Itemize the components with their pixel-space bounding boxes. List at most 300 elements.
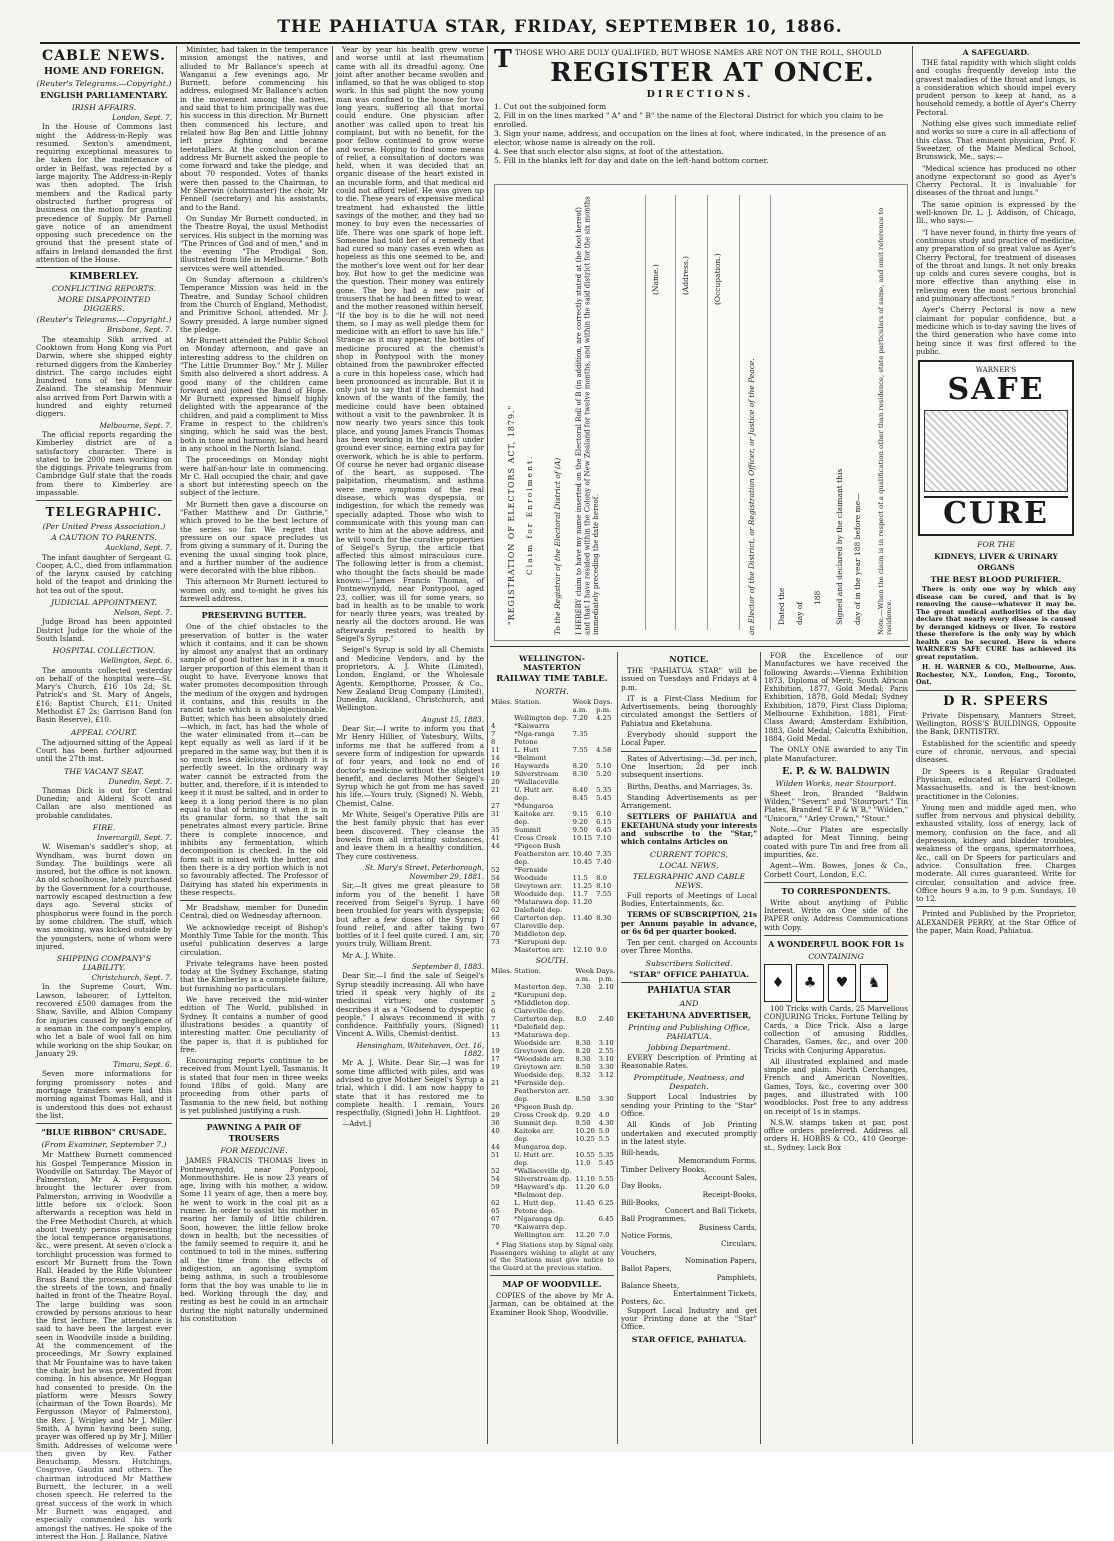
timetable-cell: Featherston arr. (514, 850, 570, 858)
timetable-row (490, 1215, 616, 1223)
register-notice (490, 46, 910, 647)
advert-text: All illustrated explained and made simple and plain. North Cerchanges, French and American Novelties, Games, Toys, &c., covering over 300 pages, and illustrated with 100 woodblocks. Post free to any address on receipt of 1s in stamps. (764, 1056, 908, 1116)
advert-text: Established for the scientific and speedy cure of chronic, nervous, and special diseases. (916, 738, 1076, 765)
map-heading: MAP OF WOODVILLE. (502, 1279, 602, 1289)
dateline: August 15, 1883. (421, 714, 484, 724)
timetable-cell: *Nga-ranga (514, 730, 555, 738)
timetable-cell (572, 906, 596, 914)
butter-heading: PRESERVING BUTTER. (201, 610, 307, 621)
baldwin-heading: E. P. & W. BALDWIN (782, 765, 890, 777)
timetable-cell: Featherston arr. (513, 1087, 570, 1095)
list-item: Bill-Books, (621, 1197, 660, 1207)
notice-text: TERMS OF SUBSCRIPTION, 21s per Annum payable in advance, or 6s 6d per quarter booked. (621, 910, 757, 936)
timetable-cell: 5.35 (598, 1151, 614, 1159)
timetable-cell: 31 (491, 810, 500, 818)
list-item: Ballot Papers, (621, 1264, 672, 1274)
article-paragraph: The infant daughter of Sergeant G. Cooper, A.C., died from inflammation of the larynx caused by catching hold of the teapot and drinking the hot tea out of the spout. (36, 552, 172, 595)
timetable-cell: *Fernside dep. (513, 1079, 565, 1087)
list-item: Day Books, (621, 1181, 662, 1191)
notice-text: Support Local Industry and get your Printing done at the "Star" Office. (621, 1305, 757, 1332)
dateline: Melbourne, Sept. 7. (99, 420, 172, 430)
timetable-cell: 9.0 (596, 946, 607, 954)
timetable-cell (574, 1191, 597, 1199)
timetable-row (490, 1183, 616, 1191)
form-dayof: day of (795, 601, 804, 625)
column-2 (180, 46, 328, 1444)
timetable-cell (595, 754, 614, 762)
divider (180, 900, 328, 901)
timetable-cell (490, 983, 513, 991)
timetable-subtitle: RAILWAY TIME TABLE. (496, 674, 608, 684)
timetable-cell: 7.20 (572, 714, 588, 722)
timetable-cell: *Hayward's dp. (513, 1183, 568, 1191)
timetable-cell: 6.45 (596, 826, 612, 834)
timetable-cell: 6.0 (598, 1183, 610, 1191)
timetable-cell: Wellington dep. (514, 714, 569, 722)
direction-step: 2. Fill in on the lines marked " A" and " B" the name of the Electoral District for which you claim to be enrolled. (494, 111, 884, 129)
timetable-cell: 10.25 (575, 1135, 595, 1143)
article-paragraph: The steamship Sikh arrived at Cooktown from Hong Kong via Port Darwin, where she shipped eighty returned diggers from the Kimberley district. The cargo includes eight hundred tons of tea for New Zealand. The steamship Menmuir also arrived from Port Darwin with a hundred and eighty returned diggers. (36, 334, 172, 419)
subheading: MORE DISAPPOINTED DIGGERS. (57, 295, 151, 314)
timetable-cell (490, 1135, 513, 1143)
list-item: Entertainment Tickets, (672, 1289, 757, 1299)
subheading: JUDICIAL APPOINTMENT. (50, 598, 157, 608)
article-paragraph: Dear Sir,—I write to inform you that Mr Henry Hillier, of Yatesbury, Wilts, informs me that he suffered from a severe form of indigestion for upwards of four years, and took no end of doctor's medicine without the slightest benefit, and declares Mother Seigel's Syrup which he got from me has saved his life.—Yours truly, (Signed) N. Webb, Chemist, Calne. (336, 724, 484, 808)
article-paragraph: Dear Sir,—I find the sale of Seigel's Syrup steadily increasing. All who have tried it speak very highly of its medicinal virtues; one customer describes it as a "Godsend to dyspeptic people." I always recommend it with confidence. Faithfully yours, (Signed) Vincent A. Wills, Chemist-dentist. (336, 971, 484, 1039)
advert-text: There is only one way by which any disease can be cured, and that is by removing the cause—whatever it may be. The great medical authorities of the day declare that nearly every disease is caused by deranged kidneys or liver. To restore these therefore is the only way by which health can be secured. Here is where WARNER'S SAFE CURE has achieved its great reputation. (916, 585, 1076, 661)
south-table: Miles. Station. Week Days. a.m. p.m. Masterton dep. 7.30 2.10 2 *Kurupuni dep. 5 *Middleton dep. 6 Clareville dep. 7 Carterton dep. 8.0 2.40 11 *Dalefield dep. 13 *Matarawa dep. Woodside arr. 8.30 3.10 19 Greytown dep. 8.20 2.55 17 *Woodside arr. 8.30 3.10 19 Greytown arr. 8.50 3.30 Woodside dep. 8.32 3.12 21 *Fernside dep. Featherston arr. dep. 8.50 3.30 26 *Pigeon Bush dp. 29 Cross Creek dp. 9.20 4.0 36 Summit dep. 9.50 4.30 40 Kaitoke arr. 10.20 5.0 dep. 10.25 5.5 44 Mungaroa dep. 51 U. Hutt arr. 10.55 5.35 dep. 11.0 5.45 52 *Wallaceville dp. 54 Silverstream dp. 11.10 5.55 59 *Hayward's dp. 11.20 6.0 *Belmont dep. 62 L. Hutt dep. 11.45 6.25 65 Petone dep. 67 *Ngaranga dp. 6.45 70 *Kaiwarra dep. Wellington arr. 12.20 7.0 (491, 967, 616, 1239)
timetable-cell: 67 (491, 1215, 500, 1223)
timetable-cell: 5.45 (598, 1159, 614, 1167)
notice-text: Support Local Industries by sending your Printing to the "Star" Office. (621, 1092, 757, 1118)
form-to: To the Registrar of the Electoral District of (A) (553, 457, 562, 635)
timetable-cell: 9.50 (575, 1119, 591, 1127)
timetable-row (490, 1103, 616, 1111)
timetable-cell: 9.50 (572, 826, 588, 834)
timetable-cell: 58 (491, 890, 500, 898)
timetable-cell (490, 1231, 513, 1239)
timetable-cell: 70 (491, 1223, 500, 1231)
article-paragraph: Seven more informations for forging promissory notes and mortgage transfers were laid this morning against Thomas Hall, and it is understood this does not exhaust the list. (36, 1069, 172, 1120)
kimberley-heading: KIMBERLEY. (69, 271, 139, 283)
article-paragraph: The amounts collected yesterday on behalf of the hospital were—St. Mary's Church, £16 10s 2d; St. Patrick's and St. Mary of Angels, £16; Baptist Church, £11; United Methodist £7 2s; Garrison Band (on Basin Reserve), £10. (36, 665, 172, 725)
advert-line: Wilden Works, near Stourport. (775, 778, 897, 788)
form-hereby: I HEREBY claim to have my name inserted on the Electoral Roll of B (in addition, are correctly stated at the foot hereof) and that I have resided within the Colony of New Zealand for twelve months, and within the said district for the six months immediately preceding the date hereof. (575, 196, 600, 635)
advert-text: The ONLY ONE awarded to any Tin plate Manufacturer. (764, 745, 908, 763)
timetable-cell (490, 1071, 513, 1079)
credit: (From Examiner, September 7.) (41, 1140, 167, 1150)
timetable-cell (490, 1191, 513, 1199)
timetable-cell: 4.25 (596, 714, 612, 722)
timetable-row (490, 1039, 616, 1047)
divider (180, 606, 328, 607)
article-paragraph: On Sunday afternoon a children's Temperance Mission was held in the Theatre, and Sunday School children from the Church of England, Methodist, and Primitive School, attended. Mr J. Sowry presided. A large number signed the pledge. (180, 275, 328, 334)
article-paragraph: Mr Burnett attended the Public School on Monday afternoon, and gave an interesting address to the children on "The Little Drummer Boy." Mr J. Miller Smith also delivered a short address. A good many of the children came forward and joined the Band of Hope. Mr Burnett expressed himself highly delighted with the appearance of the children, and paid a compliment to Miss Frame in respect to the children's singing, which he said was the best, both in tone and harmony, he had heard in any school in the North Island. (180, 336, 328, 453)
timetable-cell: 7 (491, 730, 496, 738)
form-note: Note.—When the claim is in respect of a qualification other than residence, state particulars of same, and omit reference to residence. (877, 207, 893, 635)
direction-step: 5. Fill in the blanks left for day and date on the left-hand bottom corner. (494, 156, 769, 165)
timetable-cell: 19 (491, 1047, 500, 1055)
timetable-row (490, 1231, 616, 1239)
article-paragraph: Mr Matthew Burnett commenced his Gospel Temperance Mission in Woodville on Saturday. The Mayor of Palmerston, Mr A. Fergusson, brought the lecturer over from Palmerston, arriving in Woodville a little before six o'clock. Soon afterwards a reception was held in the Free Methodist Church, at which about twenty persons representing the local temperance organisations, &c., were present. At seven o'clock a torchlight procession was formed to escort Mr Burnett from the Town Hall. Headed by the Rifle Volunteer Brass Band the procession paraded the streets of the town, and finally halted in front of the Theatre Royal. The large building was soon crowded by persons anxious to hear the first lecture. The attendance is said to have been the largest ever seen in Woodville inside a building. At the commencement of the proceedings, Mr Sowry explained that Mr Fountaine was to have taken the chair, but he was prevented from coming. In his absence, Mr Hoggan had consented to preside. On the platform were Messrs Sowry (chairman of the Town Boards), Mr Fergusson (Mayor of Palmerston), the Rev. J. Wrigley and Mr J. Miller Smith. A hymn having been sung, prayer was offered up by Mr J. Miller Smith. Addresses of welcome were then given by Rev. Father Beauchamp, Messrs. Hutchings, Cosgrove, Gaudin and others. The chairman introduced Mr Matthew Burnett, the lecturer, in a well chosen speech. He referred to the great success of the work in which Mr Burnett was engaged, and especially commended his work amongst the natives. He spoke of the interest the Hon. J. Ballance, Native (36, 1150, 172, 1541)
timetable-row (490, 1191, 616, 1199)
timetable-cell: Summit (514, 826, 542, 834)
column-1 (36, 46, 172, 1541)
timetable-cell: Dalefield dep. (514, 906, 563, 914)
timetable-cell: Clareville dep. (514, 922, 565, 930)
timetable-cell: 54 (491, 1175, 500, 1183)
notice-text: Rates of Advertising:—3d. per inch, One Insertion; 2d per inch subsequent insertions. (621, 753, 757, 780)
telegraphic-heading: TELEGRAPHIC. (45, 505, 163, 520)
timetable-cell: Silverstream (514, 770, 559, 778)
timetable-row (490, 1159, 616, 1167)
timetable-cell: 7.40 (596, 858, 612, 866)
timetable-row (490, 1007, 616, 1015)
advert-text: THE fatal rapidity with which slight colds and coughs frequently develop into the gravest maladies of the throat and lungs, is a consideration which should impel every prudent person to keep at hand, as a household remedy, a bottle of Ayer's Cherry Pectoral. (916, 58, 1076, 117)
column-rule (760, 652, 761, 1444)
article-paragraph: W. Wiseman's saddler's shop, at Wyndham, was burnt down on Sunday. The buildings were all insured, but the office is not known. An old schoolhouse, lately purchased by the Government for a courthouse, narrowly escaped destruction a few days ago. Several sticks of phosphorus were found in the porch by some children. The stuff, which was smoking, was kicked outside by the youngsters, none of whom were injured. (36, 842, 172, 951)
timetable-row (490, 1135, 616, 1143)
timetable-cell: Woodside dep. (513, 1071, 565, 1079)
article-paragraph: Seigel's Syrup is sold by all Chemists and Medicine Vendors, and by the proprietors, A. J. White (Limited), London, England, or the Wholesale Agents, Kempthorne, Prosser, & Co., New Zealand Drug Company (Limited), Dunedin, Auckland, Christchurch, and Wellington. (336, 645, 484, 713)
timetable-cell: 7.0 (598, 1231, 610, 1239)
timetable-row (490, 778, 614, 786)
timetable-row (490, 1143, 616, 1151)
direction-step: 4. See that such elector also signs, at foot of the attestation. (494, 147, 724, 156)
notice-text: Standing Advertisements as per Arrangement. (621, 792, 757, 811)
subheading: FOR MEDICINE. (220, 1146, 288, 1156)
timetable-cell: 21 (491, 786, 500, 794)
timetable-cell: 7.55 (572, 746, 588, 754)
timetable-footnote: * Flag Stations stop by Signal only. Passengers wishing to alight at any of the Stations must give notice to the Guard at the previous station. (490, 1241, 614, 1272)
subheading: HOSPITAL COLLECTION. (52, 646, 156, 656)
timetable-row (490, 999, 616, 1007)
timetable-cell: Middleton dep. (514, 930, 567, 938)
timetable-cell (598, 991, 617, 999)
advert-text: N.S.W. stamps taken at par, post office orders preferred. Address all orders H. HOBBS & CO., 410 George-st., Sydney. Lock Box (764, 1117, 908, 1152)
timetable-row (490, 1151, 616, 1159)
timetable-cell (572, 754, 596, 762)
column-rule (912, 46, 913, 1444)
article-paragraph: This afternoon Mr Burnett lectured to women only, and to-night he gives his farewell address. (180, 577, 328, 603)
article-paragraph: Mr Bradshaw, member for Dunedin Central, died on Wednesday afternoon. (180, 903, 328, 921)
timetable-cell: Woodside dep. (514, 890, 565, 898)
irish-affairs-heading: IRISH AFFAIRS. (71, 103, 137, 112)
timetable-cell: 2.55 (598, 1047, 614, 1055)
timetable-cell: 19 (491, 770, 500, 778)
timetable-row (490, 810, 614, 818)
subheading: A CAUTION TO PARENTS. (51, 533, 157, 543)
list-item: Balance Sheets, (621, 1280, 680, 1290)
timetable-cell (574, 991, 597, 999)
register-directions (494, 102, 910, 165)
timetable-row (490, 834, 614, 842)
timetable-cell (574, 1223, 597, 1231)
timetable-cell: Woodside arr. (513, 1039, 562, 1047)
timetable-cell: 11.5 (572, 874, 588, 882)
timetable-row (490, 890, 614, 898)
notice-text: Full reports of Meetings of Local Bodies, Entertainments, &c. (621, 890, 757, 908)
column-rule (332, 46, 333, 1444)
article-paragraph: JAMES FRANCIS THOMAS lives in Pontnewynydd, near Pontypool, Monmouthshire. He is now 23 years of age, living with his mother, a widow. Some 11 years of age, then a mere boy, he went to work in the coal pit as a runner. In order to assist his mother in rearing her family of little children. Soon, however, the little fellow broke down in health, but the necessities of the family seemed to require it, and he continued to toil in the mines, suffering all the time from the effects of indigestion, an agonising symptom being asthma, in such a troublesome form that the boy was unable to lie in bed. Working through the day, and resting as best he could in an armchair during the night naturally undermined his constitution (180, 1156, 328, 1323)
credit: (Per United Press Association.) (42, 522, 166, 532)
timetable-cell: 8.30 (572, 770, 588, 778)
list-item: Memorandum Forms, (678, 1156, 757, 1166)
timetable-row (490, 730, 614, 738)
book-heading: A WONDERFUL BOOK FOR 1s (768, 939, 904, 950)
timetable-cell: 2 (491, 991, 496, 999)
imprint: Printed and Published by the Proprietor, ALEXANDER PERRY, at the Star Office of the paper, Main Road, Pahiatua. (916, 909, 1076, 936)
timetable-cell (574, 1087, 597, 1095)
article-paragraph: Judge Broad has been appointed District Judge for the whole of the South Island. (36, 617, 172, 643)
timetable-cell (574, 1007, 597, 1015)
timetable-cell: 6.10 (596, 810, 612, 818)
advert-text: The same opinion is expressed by the well-known Dr. L. J. Addison, of Chicago, Ill., who says:— (916, 199, 1076, 226)
timetable-row (490, 786, 614, 794)
timetable-cell (595, 738, 614, 746)
purifier-heading: THE BEST BLOOD PURIFIER. (930, 575, 1062, 585)
timetable-cell: 35 (491, 826, 500, 834)
form-title: "REGISTRATION OF ELECTORS ACT, 1879." (507, 404, 516, 625)
timetable-row (490, 794, 614, 802)
timetable-cell: 10.15 (572, 834, 593, 842)
timetable-cell: 62 (491, 906, 500, 914)
timetable-cell: Mungaroa dep. (513, 1143, 567, 1151)
timetable-cell: 7 (491, 1015, 496, 1023)
dateline: Timaru, Sept. 6. (113, 1060, 172, 1070)
timetable-row (490, 826, 614, 834)
timetable-cell: 16 (491, 762, 500, 770)
form-yearbefore: day of in the year 188 before me— (853, 493, 862, 625)
cable-news-heading: CABLE NEWS. (42, 48, 166, 64)
timetable-cell: 7.30 (575, 983, 591, 991)
list-item: Bill-heads, (621, 1148, 660, 1158)
form-elector: an Elector of the District, or Registration Officer, or Justice of the Peace. (747, 358, 756, 635)
timetable-cell: 44 (491, 1143, 500, 1151)
column-3 (336, 46, 484, 1444)
advt-mark: —Advt.] (342, 1119, 372, 1129)
subheading: FIRE. (92, 823, 116, 832)
timetable-cell: 11.25 (572, 882, 593, 890)
timetable-cell: 6.45 (598, 1215, 614, 1223)
timetable-row (490, 762, 614, 770)
timetable-cell: 8.50 (575, 1063, 591, 1071)
timetable-cell: Masterton arr. (514, 946, 565, 954)
advert-line: CONTAINING (808, 952, 864, 962)
printing-list (621, 1149, 757, 1307)
timetable-cell: 11.0 (575, 1159, 591, 1167)
dateline: Auckland, Sept. 7. (105, 543, 172, 553)
timetable-cell: 3.12 (598, 1071, 614, 1079)
timetable-row (490, 770, 614, 778)
timetable-cell: 6.15 (596, 818, 612, 826)
dateline: London, Sept. 7. (112, 113, 172, 122)
article-paragraph: One of the chief obstacles to the preservation of butter is the water which it contains, and it can be shown by almost any analyst that an ordinary sample of good butter has in it a much larger proportion of this element than it ought to have. Everyone knows that water promotes decomposition through the medium of the oxygen and hydrogen it contains, and this results in the rancid taste which is so objectionable. Butter, which has been absolutely dried—which, in fact, has had the whole of the water eliminated from it—can be kept equally as well as lard if it be prepared in the same way, but then it is so much less delicious, although it is perfectly sweet. In the ordinary way water cannot be extracted from the butter, and, therefore, if it is intended to keep it it must be salted, and in order to keep it a long period there is no plan equal to that of brining it when it is in its granular form, so that the salt penetrates almost every particle. Brine there is complete innocence, and inhibits any fermentation, which decomposition is checked. In the old form salt is mixed with the butter, and then there is a dry portion which is not so favourably affected. The Professor of Dairying has stated his experiments in these respects. (180, 622, 328, 897)
notice-line: Promptitude, Neatness, and Despatch. (633, 1073, 745, 1092)
timetable-cell: 11.20 (575, 1183, 595, 1191)
timetable-cell: 9.15 (572, 810, 588, 818)
notice-text: SETTLERS OF PAHIATUA and EKETAHUNA study your interests and subscribe to the "Star," which contains Articles on (621, 812, 757, 847)
reuter-credit: (Reuter's Telegrams.—Copyright.) (36, 79, 172, 88)
timetable-cell: *Pigeon Bush (514, 842, 561, 850)
timetable-cell: 8.10 (596, 882, 612, 890)
north-heading: NORTH. (535, 687, 569, 696)
list-item: Concert and Ball Tickets, (664, 1206, 757, 1216)
timetable-cell: 5.20 (596, 770, 612, 778)
article-paragraph: The adjourned sitting of the Appeal Court has been further adjourned until the 27th inst. (36, 737, 172, 764)
timetable-row (490, 818, 614, 826)
timetable-cell: 7.55 (596, 890, 612, 898)
timetable-cell: 65 (491, 1207, 500, 1215)
dateline: Hensingham, Whitehaven, Oct. 16, 1882. (356, 1040, 484, 1059)
blue-ribbon-heading: "BLUE RIBBON" CRUSADE. (41, 1127, 167, 1138)
paper-name-2: EKETAHUNA ADVERTISER, (626, 1009, 752, 1020)
timetable-cell (598, 1223, 617, 1231)
timetable-cell: 8.50 (575, 1095, 591, 1103)
timetable-cell: 5.45 (596, 794, 612, 802)
timetable-cell (572, 938, 596, 946)
timetable-cell: Greytown dep. (513, 1047, 565, 1055)
timetable-cell: dep. (513, 1135, 529, 1143)
timetable-cell: Wellington arr. (513, 1231, 566, 1239)
timetable-cell (598, 1023, 617, 1031)
timetable-cell (595, 802, 614, 810)
advert-text: H. H. WARNER & CO., Melbourne, Aus. Rochester, N.Y., London, Eng., Toronto, Ont. (916, 663, 1076, 687)
notice-line: Printing and Publishing Office, PAHIATUA. (628, 1022, 750, 1041)
notice-text: EVERY Description of Printing at Reasonable Rates. (621, 1052, 757, 1071)
timetable-cell (574, 1215, 597, 1223)
timetable-cell (490, 818, 513, 826)
timetable-cell (490, 714, 513, 722)
timetable-row (490, 1071, 616, 1079)
timetable-row (490, 714, 614, 722)
form-occupation-label: (Occupation.) (713, 253, 722, 305)
timetable-cell: 7.10 (596, 834, 612, 842)
article-paragraph: The official reports regarding the Kimberley district are of a satisfactory character. There is stated to be 2000 men working on the diggings. Private telegrams from Cambridge Gulf state that the roads from there to Kimberley are impassable. (36, 429, 172, 497)
timetable-row (490, 738, 614, 746)
timetable-cell (574, 1031, 597, 1039)
timetable-row (490, 746, 614, 754)
article-paragraph: In the House of Commons last night the Address-in-Reply was resumed. Sexton's amendment, requiring exceptional measures to be taken for the maintenance of order in Belfast, was rejected by a large majority. The Address-in-Reply was then adopted. The Irish members and the Radical party obstructed further progress of business on the motion for granting precedence of Supply. Mr Parnell gave notice of an amendment opposing such precedence on the ground that the present state of affairs in Ireland demanded the first attention of the House. (36, 122, 172, 265)
advert-text: Note.—Our Plates are especially adapted for Meat Tinning, being coated with pure Tin and free from all impurities, &c. (764, 825, 908, 859)
timetable-cell (595, 778, 614, 786)
timetable-cell (595, 866, 614, 874)
article-paragraph: In the Supreme Court, Wm. Lawson, labourer, of Lyttelton, recovered £500 damages from the Shaw, Saville, and Albion Company for injuries caused by negligence of a seaman in the company's employ, who let a bale of wool fall on him while working on the ship Soukar, on January 29. (36, 982, 172, 1058)
timetable-row (490, 722, 614, 730)
timetable-cell: 29 (491, 1111, 500, 1119)
advert-text: Agent—Wm. Bowes, Jones & Co., Corbett Court, London, E.C. (764, 861, 908, 879)
list-item: Timber Delivery Books, (621, 1164, 707, 1174)
timetable-cell: 66 (491, 914, 500, 922)
timetable-cell (490, 1039, 513, 1047)
north-table: Miles. Station. Week Days. a.m. p.m. Wellington dep. 7.20 4.25 4 *Kaiwarra 7 *Nga-ranga 7.35 8 Petone 11 L. Hutt 7.55 4.58 14 *Belmont 16 Haywards 8.20 5.10 19 Silverstream 8.30 5.20 20 *Wallaceville 21 U. Hutt arr. 8.40 5.35 dep. 8.45 5.45 27 *Mungaroa 31 Kaitoke arr. 9.15 6.10 dep. 9.20 6.15 35 Summit 9.50 6.45 41 Cross Creek 10.15 7.10 44 *Pigeon Bush Featherston arr. 10.40 7.35 dep. 10.45 7.40 52 *Fernside 54 Woodside 11.5 8.0 58 Greytown arr. 11.25 8.10 58 Woodside dep. 11.7 7.55 60 *Matarawa dep. 11.20 62 Dalefield dep. 66 Carterton dep. 11.40 8.30 67 Clareville dep. 70 Middleton dep. 73 *Kurupuni dep. Masterton arr. 12.10 9.0 (491, 698, 613, 954)
timetable-cell (598, 1007, 617, 1015)
timetable-row (490, 858, 614, 866)
timetable-cell: *Belmont (514, 754, 547, 762)
timetable-cell: 2.40 (598, 1015, 614, 1023)
advert-text: Young men and middle aged men, who suffer from nervous and physical debility, exhausted vitality, loss of energy, lack of memory, confusion on the face, and all depression, kidney and bladder troubles, weakness of the organs, spermatorrhoea, &c., call on Dr Speers for particulars and advice. Consultation free. Charges moderate. All cures guaranteed. Write for circular, consultation and advice free. Office hours 9 a.m. to 9 p.m. Sundays, 10 to 12. (916, 802, 1076, 904)
timetable-cell (595, 842, 614, 850)
timetable-cell: *Belmont dep. (513, 1191, 564, 1199)
timetable-cell: Petone (514, 738, 538, 746)
advert-text: FOR the Excellence of our Manufactures we have received the following Awards:—Vienna Exhibition 1873, Diploma of Merit; South African Exhibition, 1877, Gold Medal; Paris Exhibition, 1878, Gold Medal; Sydney Exhibition, 1879, First Class Diploma; Melbourne Exhibition, 1881, First-Class Award; Amsterdam Exhibition, 1883, Gold Medal; Calcutta Exhibition, 1884, Gold Medal. (764, 651, 908, 743)
notice-line: Jobbing Department. (647, 1042, 731, 1052)
direction-step: 1. Cut out the subjoined form (494, 102, 607, 111)
timetable-cell: *Kurupuni dep. (513, 991, 567, 999)
timetable-cell: 21 (491, 1079, 500, 1087)
article-paragraph: Mr Burnett then gave a discourse on "Father Matthew and Dr Guthrie," which proved to be the best lecture of the series so far. We regret that pressure on our space precludes us from giving a summary of it. During the evening the usual singing took place, and a further number of the audience were decorated with the blue ribbon. (180, 499, 328, 576)
south-heading: SOUTH. (535, 956, 569, 965)
timetable-row (490, 1167, 616, 1175)
article-paragraph: We have received the mid-winter edition of The World, published in Sydney. It contains a number of good illustrations besides a quantity of interesting matter. One peculiarity of the paper is, that it is published for free. (180, 995, 328, 1054)
list-item: Receipt-Books, (702, 1189, 757, 1199)
timetable-cell (598, 1031, 617, 1039)
timetable-cell: U. Hutt arr. (514, 786, 554, 794)
timetable-cell: 3.10 (598, 1055, 614, 1063)
timetable-cell: *Wallaceville (514, 778, 559, 786)
timetable-row (490, 946, 614, 954)
timetable-cell: *Kaiwarra dep. (513, 1223, 567, 1231)
article-paragraph: Minister, had taken in the temperance mission amongst the natives, and alluded to Mr Ballance's speech at Wanganui a few evenings ago. Mr Burnett, before commencing his address, eulogised Mr Ballance's action in the movement among the natives, and said that to him principally was due his success in this direction. Mr Burnett then commenced his lecture, and related how Big Ben and Little Johnny left prize fighting and became teetotallers. At the conclusion of the address Mr Burnett asked the people to come forward and take the pledge, and about 70 responded. Votes of thanks were then passed to the Chairman, to Mr Sherwin (choirmaster) the choir, Mr Fennell (secretary) and his assistants, and to the Band. (180, 45, 328, 212)
timetable-cell: 9.20 (575, 1111, 591, 1119)
advert-text: Sheet Iron, Branded "Baldwin Wilden," "Severn" and "Stourport." Tin Plates, Branded "E P & W B," "Wilden," "Unicorn," "Arley Crown," "Stour." (764, 788, 908, 823)
notice-heading: NOTICE. (669, 654, 709, 664)
timetable-cell: Woodside (514, 874, 548, 882)
timetable-row (490, 930, 614, 938)
timetable-cell (572, 722, 596, 730)
timetable-cell: 54 (491, 874, 500, 882)
list-item: Business Cards, (698, 1222, 757, 1232)
timetable-cell (595, 898, 614, 906)
timetable-cell (490, 946, 513, 954)
timetable-cell (490, 1095, 513, 1103)
direction-step: 3. Sign your name, address, and occupation on the lines at foot, where indicated, in the presence of an elector, whose name is already on the roll. (494, 129, 887, 147)
timetable-cell: *Wallaceville dp. (513, 1167, 572, 1175)
advert-text: "I have never found, in thirty five years of continuous study and practice of medicine, any preparation of so great value as Ayer's Cherry Pectoral, for treatment of diseases of the throat and lungs. It not only breaks up colds and cures severe coughs, but is more effective than anything else in relieving even the most serious bronchial and pulmonary affections." (916, 227, 1076, 304)
club-card-icon: ♣ (796, 964, 824, 1002)
timetable-cell (595, 930, 614, 938)
timetable-cell: 73 (491, 938, 500, 946)
timetable-cell: *Woodside arr. (513, 1055, 565, 1063)
dateline: Dunedin, Sept. 7. (108, 776, 172, 786)
timetable-row (490, 1127, 616, 1135)
form-name-label: (Name.) (651, 264, 660, 295)
timetable-cell: 5.10 (596, 762, 612, 770)
timetable-cell (595, 722, 614, 730)
timetable-cell: 2.10 (598, 983, 614, 991)
safe-cure-advert (918, 360, 1074, 536)
timetable-cell: L. Hutt dep. (513, 1199, 556, 1207)
advert-text: 100 Tricks with Cards, 25 Marvellous CONJURING Tricks, Fortune Telling by Cards, a Dice Trick. Also a large collection of amusing Riddles, Charades, Games, &c., and over 200 Tricks with Conjuring Apparatus. (764, 1004, 908, 1055)
timetable-cell: 11.10 (575, 1175, 595, 1183)
timetable-row (490, 1175, 616, 1183)
pawning-heading: PAWNING A PAIR OF TROUSERS (206, 1122, 302, 1144)
notice-line: Subscribers Solicited. (645, 958, 733, 968)
timetable-cell: 8.30 (596, 914, 612, 922)
list-item: Posters, &c. (621, 1297, 666, 1307)
dateline: November 29, 1881. (409, 872, 484, 882)
timetable-cell (572, 778, 596, 786)
timetable-cell (598, 1103, 617, 1111)
heart-card-icon: ♥ (828, 964, 856, 1002)
timetable-cell: Greytown arr. (513, 1063, 562, 1071)
timetable-cell: 8.0 (596, 874, 607, 882)
timetable-cell (574, 1143, 597, 1151)
timetable-cell: 11.20 (572, 898, 593, 906)
register-subtitle: DIRECTIONS. (646, 89, 754, 100)
subheading: APPEAL COURT. (70, 727, 138, 737)
home-foreign-heading: HOME AND FOREIGN. (43, 66, 164, 77)
